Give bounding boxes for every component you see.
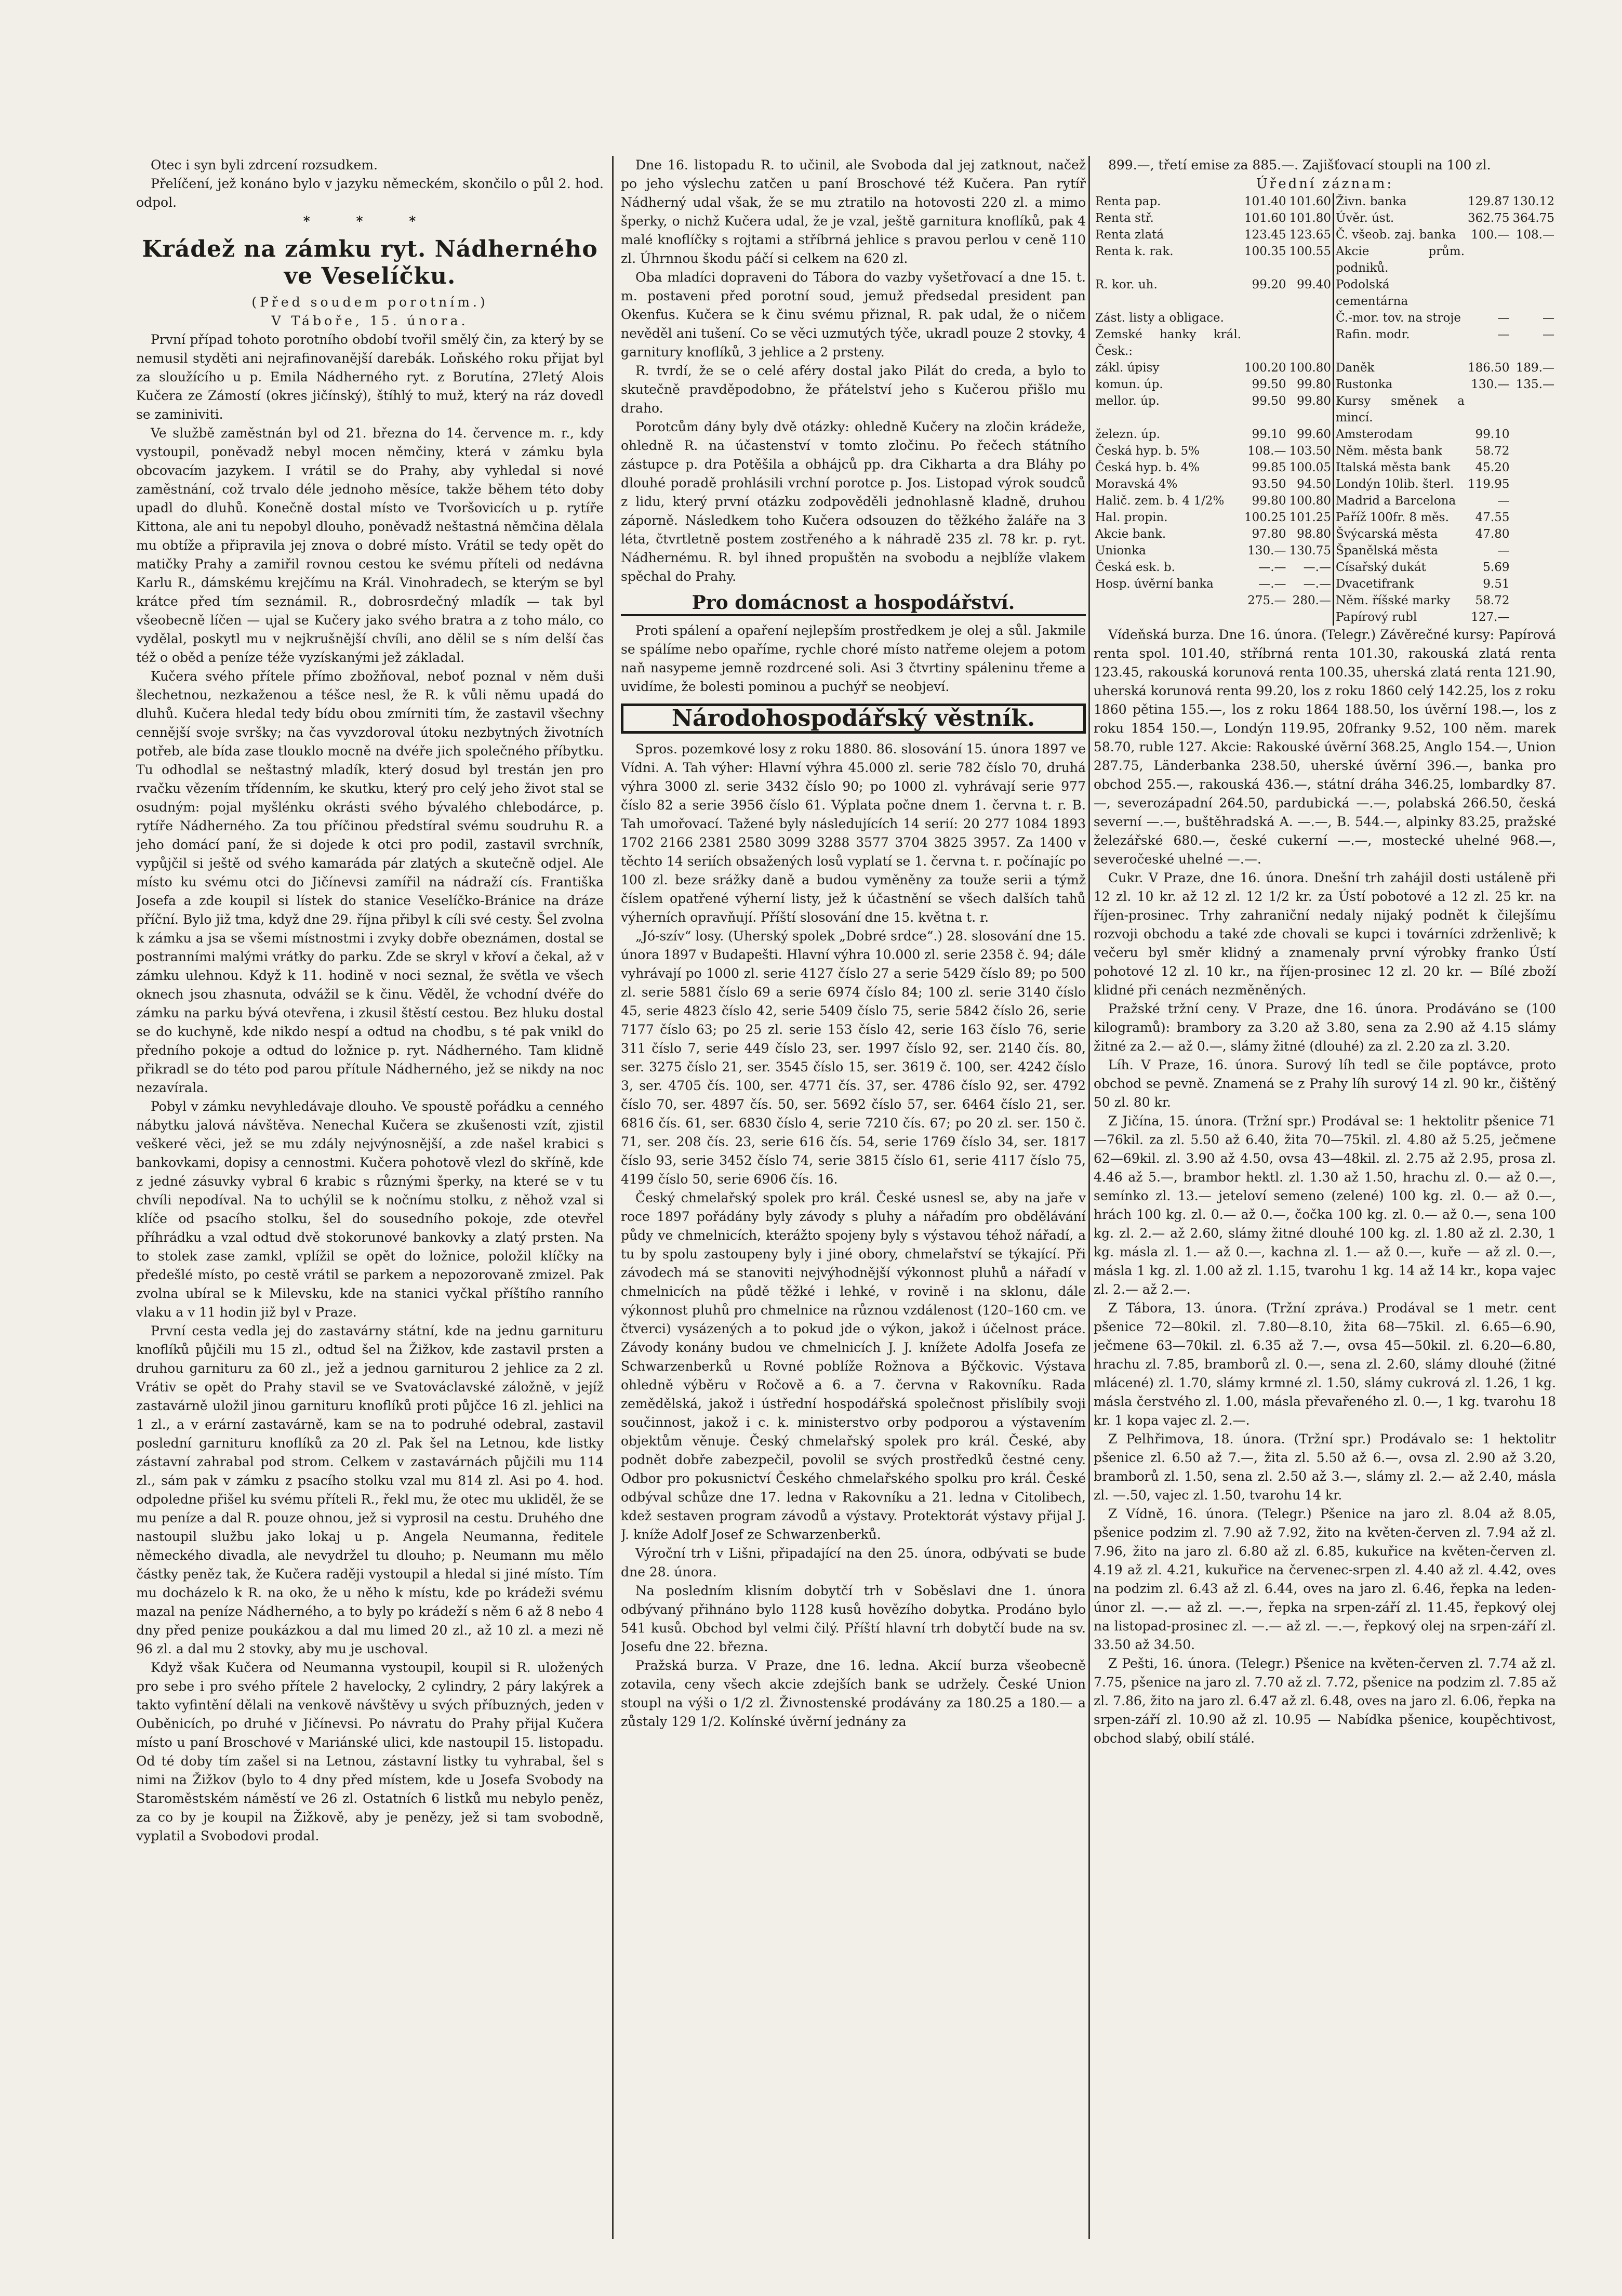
rate-label: Hal. propin. [1095, 511, 1168, 524]
rate-value: 93.50 [1252, 477, 1286, 491]
rate-value: — [1543, 311, 1554, 325]
rate-label: Akcie bank. [1095, 527, 1166, 541]
rate-value: 97.80 [1252, 527, 1286, 541]
market-report-paragraph: Pražské tržní ceny. V Praze, dne 16. února. Prodáváno se (100 kilogramů): brambory za 3.20 až 3.80, sena za 2.90 až 4.15 slámy žitné za 2.— až 0.—, slámy žitné (dlouhé) za zl. 2.20 za zl. 3.20. [1094, 1001, 1556, 1054]
rate-value: — [1497, 494, 1510, 508]
rate-label: železn. úp. [1095, 428, 1161, 441]
article-paragraph: Pobyl v zámku nevyhledávaje dlouho. Ve spoustě pořádku a cenného nábytku jalová návštěva. Nenechal Kučera se zkušenosti vzít, zjistil veškeré věci, jež se mu zdály nejvýnosnější, a zde našel krabici s bankovkami, dopisy a cennostmi. Kučera pohotově vlezl do skříně, kde z jedné zásuvky vybral 6 krabic s různými šperky, na které se v tu chvíli nepodíval. Na to uchýlil se k nočnímu stolku, z něhož vzal si klíče od psacího stolku, šel do sousedního pokoje, zde otevřel příhrádku a vzal odtud dvě stokorunové bankovky a zlatý prsten. Na to stolek zase zamkl, vplížil se opět do ložnice, položil klíčky na předešlé místo, po cestě vrátil se parkem a nepozorovaně zmizel. Pak zvolna ubíral se k Milevsku, kde na stanici vyčkal příštího ranního vlaku a v 11 hodin již byl v Praze. [136, 1099, 604, 1320]
rate-value [1466, 393, 1511, 426]
rate-value: 99.40 [1297, 278, 1331, 291]
economy-paragraph: Spros. pozemkové losy z roku 1880. 86. slosování 15. února 1897 ve Vídni. A. Tah výher: Hlavní výhra 45.000 zl. serie 782 číslo 70, druhá výhra 3000 zl. serie 3432 číslo 90; po 1000 zl. vyhrávají serie 977 číslo 82 a serie 3956 číslo 61. Výplata počne dnem 1. června t. r. B. Tah umořovací. Tažené byly následujících 14 serií: 20 277 1084 1893 1702 2166 2381 2580 3099 3288 3577 3704 3825 3957. Za 1400 v těchto 14 seriích obsažených losů vyplatí se 1. června t. r. počínajíc po 100 zl. beze srážky daně a budou vyměněny za touže serii a týmž číslem opatřené výherní listy, jež k účastnění se všech dalších tahů výherních opravňují. Příští slosování dne 15. května t. r. [621, 741, 1086, 925]
rate-label: Rafin. modr. [1333, 326, 1466, 360]
rates-row [1094, 243, 1556, 276]
rate-value [1511, 609, 1557, 626]
rate-value: 58.72 [1475, 594, 1510, 607]
rate-value: 47.80 [1475, 527, 1510, 541]
rates-row [1094, 576, 1556, 592]
rate-label: komun. úp. [1095, 378, 1163, 391]
rate-label: Unionka [1095, 544, 1146, 558]
rate-label: Londýn 10lib. šterl. [1333, 476, 1466, 493]
article-paragraph: Když však Kučera od Neumanna vystoupil, koupil si R. uložených pro sebe i pro svého přítele 2 havelocky, 2 cylindry, 2 páry lakýrek a takto vyfintění dělali na venkově návštěvy u svých příbuzných, jeden v Ouběnicích, po druhé v Jičínevsi. Po návratu do Prahy přijal Kučera místo u paní Broschové v Mariánské ulici, kde nastoupil 15. listopadu. Od té doby tím zašel si na Letnou, zástavní listky tu vyhrabal, šel s nimi na Žižkov (bylo to 4 dny před místem, kde u Josefa Svobody na Staroměstském náměstí ve 26 zl. Ostatních 6 listků mu nebylo peněz, za co by je koupil na Žižkově, aby je penězy, jež si tam svobodně, vyplatil a Svobodovi prodal. [136, 1660, 604, 1843]
rate-label: Halič. zem. b. 4 1/2% [1095, 494, 1225, 508]
market-report-paragraph: Z Pešti, 16. února. (Telegr.) Pšenice na květen-červen zl. 7.74 až zl. 7.75, pšenice na jaro zl. 7.70 až zl. 7.72, pšenice na podzim zl. 7.85 až zl. 7.86, žito na jaro zl. 6.47 až zl. 6.48, oves na jaro zl. 6.06, řepka na srpen-září zl. 10.90 až zl. 10.95 — Nabídka pšenice, koupěchtivost, obchod slabý, obilí stálé. [1094, 1656, 1556, 1746]
market-report-paragraph: Z Vídně, 16. února. (Telegr.) Pšenice na jaro zl. 8.04 až 8.05, pšenice podzim zl. 7.90 až 7.92, žito na květen-červen zl. 7.94 až zl. 7.96, žito na jaro zl. 6.80 až zl. 6.85, kukuřice na květen-červen zl. 4.19 až zl. 4.21, kukuřice na červenec-srpen zl. 4.40 až zl. 4.42, oves na podzim zl. 6.43 až zl. 6.44, oves na jaro zl. 6.46, řepka na leden-únor zl. —.— až zl. —.—, řepka na srpen-září zl. 11.45, řepkový olej na listopad-prosinec zl. —.— až zl. —.—, řepkový olej na srpen-září zl. 33.50 až 34.50. [1094, 1506, 1556, 1652]
rate-label: Renta zlatá [1095, 228, 1164, 242]
rate-value [1466, 243, 1511, 276]
rate-label: Císařský dukát [1333, 559, 1466, 576]
household-paragraph: Proti spálení a opaření nejlepším prostředkem je olej a sůl. Jakmile se spálíme nebo opaříme, rychle choré místo natřeme olejem a potom naň nasypeme jemně rozdrcené soli. Asi 3 čtvrtiny spáleninu třeme a uvidíme, že bolesti pominou a puchýř se neobjeví. [621, 623, 1086, 694]
rate-value [1243, 609, 1287, 626]
rate-value [1511, 509, 1557, 526]
rate-label: Něm. říšské marky [1333, 592, 1466, 609]
rate-value: 101.60 [1244, 211, 1286, 225]
rates-row [1094, 210, 1556, 227]
rate-value [1511, 542, 1557, 559]
rate-value: 130.75 [1289, 544, 1331, 558]
rate-value: 103.50 [1289, 444, 1331, 458]
rate-value: 99.50 [1252, 378, 1286, 391]
rate-value: 99.60 [1297, 428, 1331, 441]
rate-value: 186.50 [1468, 361, 1510, 375]
rates-row [1094, 426, 1556, 443]
rate-label: Úvěr. úst. [1333, 210, 1466, 227]
rate-value: 99.20 [1252, 278, 1286, 291]
rate-value: 100.05 [1289, 461, 1331, 474]
rate-value: 275.— [1247, 594, 1286, 607]
rate-value [1511, 576, 1557, 592]
rates-row [1094, 609, 1556, 626]
rate-value [1511, 243, 1557, 276]
column-right [1094, 156, 1556, 2239]
rate-value [1243, 310, 1287, 326]
column-middle [621, 156, 1086, 2239]
rate-value: 100.80 [1289, 361, 1331, 375]
rate-value: 129.87 [1468, 195, 1510, 208]
section-stars: * * * [303, 214, 437, 229]
rate-value: 101.80 [1289, 211, 1331, 225]
article-paragraph: R. tvrdí, že se o celé aféry dostal jako Pilát do creda, a bylo to skutečně pravděpodobno, že přátelství jeho s Kučerou přišlo mu draho. [621, 363, 1086, 416]
rates-row [1094, 526, 1556, 542]
rate-value: 130.12 [1512, 195, 1554, 208]
rates-row [1094, 393, 1556, 426]
rate-label: Živn. banka [1333, 193, 1466, 210]
rate-value: 99.80 [1297, 378, 1331, 391]
economy-paragraph: Na posledním klisním dobytčí trh v Soběslavi dne 1. února odbývaný přihnáno bylo 1128 kusů hovězího dobytka. Prodáno bylo 541 kusů. Obchod byl velmi čilý. Příští hlavní trh dobytčí bude na sv. Josefu dne 22. března. [621, 1583, 1086, 1654]
intro-line: Přelíčení, jež konáno bylo v jazyku německém, skončilo o půl 2. hod. odpol. [136, 176, 604, 210]
rate-value: 98.80 [1297, 527, 1331, 541]
rate-value: — [1497, 544, 1510, 558]
rate-value: 108.— [1515, 228, 1554, 242]
rate-value: 130.— [1247, 544, 1286, 558]
rate-value [1511, 559, 1557, 576]
rates-row [1094, 276, 1556, 310]
rate-value: 100.35 [1244, 245, 1286, 258]
rates-row [1094, 459, 1556, 476]
rate-label: Něm. města bank [1333, 443, 1466, 459]
rate-value: 127.— [1471, 611, 1510, 624]
rate-value: 99.50 [1252, 394, 1286, 408]
rates-row [1094, 443, 1556, 459]
rate-value [1511, 443, 1557, 459]
rate-value: 99.10 [1252, 428, 1286, 441]
rate-value: 280.— [1292, 594, 1331, 607]
rate-label: Renta stř. [1095, 211, 1154, 225]
article-paragraph: Dne 16. listopadu R. to učinil, ale Svoboda dal jej zatknout, načež po jeho výslechu zatčen u paní Broschové též Kučera. Pan rytíř Nádherný udal však, že se mu ztratilo na hotovosti 220 zl. a mimo šperky, o nichž Kučera udal, že je vzal, ještě garnitura knoflíků, pak 4 malé knoflíčky s rojtami a stříbrná jehlice s pravou perlou v ceně 110 zl. Úhrnnou škodu páčí si celkem na 620 zl. [621, 157, 1086, 266]
rate-value: 135.— [1515, 378, 1554, 391]
section-headline-economy: Národohospodářský věstník. [621, 704, 1086, 734]
rate-value: — [1497, 311, 1510, 325]
rate-label: Paříž 100fr. 8 měs. [1333, 509, 1466, 526]
rate-value [1243, 326, 1287, 360]
rates-row [1094, 509, 1556, 526]
rate-label: zákl. úpisy [1095, 361, 1160, 375]
rate-value: —.— [1303, 561, 1331, 574]
rate-label: Moravská 4% [1095, 477, 1178, 491]
rate-label: Španělská města [1333, 542, 1466, 559]
rate-value: 123.65 [1289, 228, 1331, 242]
rates-table [1094, 193, 1556, 626]
rate-value [1288, 310, 1334, 326]
rate-value: 364.75 [1512, 211, 1554, 225]
market-report-paragraph: Vídeňská burza. Dne 16. února. (Telegr.) Závěrečné kursy: Papírová renta spol. 101.40, stříbrná renta 101.30, rakouská zlatá renta 123.45, rakouská korunová renta 100.35, uherská zlatá renta 121.90, uherská korunová renta 99.20, los z roku 1860 celý 142.25, los z roku 1860 pětina 155.—, los z roku 1864 188.50, los úvěrní 198.—, los z roku 1854 150.—, Londýn 119.95, 20franky 9.52, 100 něm. marek 58.70, ruble 127. Akcie: Rakouské úvěrní 368.25, Anglo 154.—, Union 287.75, Länderbanka 238.50, uherské úvěrní 396.—, banka pro obchod 255.—, rakouská 436.—, státní dráha 346.25, lombardky 87.—, severozápadní 264.50, pardubická —.—, polabská 266.50, česká severní —.—, buštěhradská A. —.—, B. 544.—, alpinky 83.25, pražské železářské 680.—, české cukerní —.—, mostecké uhelné 968.—, severočeské uhelné —.—. [1094, 627, 1556, 867]
rate-label: Česká hyp. b. 4% [1095, 461, 1200, 474]
rate-label: Daněk [1333, 360, 1466, 376]
rate-value: —.— [1258, 577, 1286, 591]
rate-value: 101.40 [1244, 195, 1286, 208]
rate-value: 100.25 [1244, 511, 1286, 524]
rate-label: Kursy směnek a mincí. [1333, 393, 1466, 426]
article-dateline: V Táboře, 15. února. [271, 313, 469, 328]
article-paragraph: Kučera svého přítele přímo zbožňoval, neboť poznal v něm duši šlechetnou, nezkaženou a téšce nesl, že R. k vůli němu upadá do dluhů. Kučera hledal tedy bídu obou zmírniti tím, že zastavil všechny cennější svoje svršky; na čas vyvzdoroval útoku nezbytných životních potřeb, ale bída zase tlouklo mocně na dvéře jich společného příbytku. Tu odhodlal se neštastný mladík, který dosud byl trestán jen pro rvačku vězením třídenním, ke skutku, který pro celý jeho život stal se osudným: pojal myšlénku okrásti svého bývalého chlebodárce, p. rytíře Nádherného. Za tou příčinou předstíral svému soudruhu R. a jeho domácí paní, že si dojede k otci pro podil, zastavil svrchník, vypůjčil si ještě od svého kamaráda pár zlatých a skutečně odjel. Ale místo ku svému otci do Jičínevsi zamířil na nádraží cís. Františka Josefa a zde koupil si lístek do stanice Veselíčko-Bránice na dráze příční. Bylo již tma, když dne 29. října přibyl k cíli své cesty. Šel zvolna k zámku a jsa se všemi místnostmi i zvyky dobře obeznámen, dostal se postranními malými vrátky do parku. Zde se skryl v křoví a čekal, až v zámku ulehnou. Když k 11. hodině v noci seznal, že světla ve všech oknech jsou zhasnuta, odvážil se k činu. Věděl, že vchodní dvéře do zámku na parku bývá otevřena, i zkusil štěstí cestou. Bez hluku dostal se do kuchyně, kde nikdo nespí a odtud na chodbu, s té pak vnikl do předního pokoje a odtud do ložnice p. ryt. Nádherného. Tam klidně přikradl se do této pod parou přítule Nádherného, jež se nikdy na noc nezavírala. [136, 669, 604, 1095]
column-rule [612, 156, 614, 2239]
rate-label: Č. všeob. zaj. banka [1333, 227, 1466, 243]
rate-value: 362.75 [1468, 211, 1510, 225]
rate-value: 130.— [1471, 378, 1510, 391]
rate-value [1288, 609, 1334, 626]
rate-value [1511, 393, 1557, 426]
rate-value: 101.25 [1289, 511, 1331, 524]
rate-value: 47.55 [1475, 511, 1510, 524]
rate-value [1511, 493, 1557, 509]
rates-row [1094, 592, 1556, 609]
rate-label: Akcie prům. podniků. [1333, 243, 1466, 276]
rate-value: —.— [1258, 561, 1286, 574]
rate-value: 99.85 [1252, 461, 1286, 474]
rate-label: Renta k. rak. [1095, 245, 1174, 258]
rate-value [1511, 459, 1557, 476]
rate-value: 99.80 [1297, 394, 1331, 408]
market-report-paragraph: Z Tábora, 13. února. (Tržní zpráva.) Prodával se 1 metr. cent pšenice 72—80kil. zl. 7.80—8.10, žita 68—75kil. zl. 6.65—6.90, ječmene 63—70kil. zl. 6.35 až 7.—, ovsa 45—50kil. zl. 6.20—6.80, hrachu zl. 7.85, bramborů zl. 0.—, sena zl. 2.60, slámy dlouhé (žitné mlácené) zl. 1.70, slámy krmné zl. 1.50, slámy cukrová zl. 1.26, 1 kg. másla čerstvého zl. 1.00, másla převařeného zl. 0.—, 1 kg. tvarohu 18 kr. 1 kopa vajec zl. 2.—. [1094, 1300, 1556, 1428]
rate-value [1288, 326, 1334, 360]
rate-value: 45.20 [1475, 461, 1510, 474]
rates-heading: Úřední záznam: [1256, 176, 1394, 192]
article-paragraph: První cesta vedla jej do zastavárny státní, kde na jednu garnituru knoflíků půjčili mu 15 zl., odtud šel na Žižkov, kde zastavil prsten a druhou garnituru za 60 zl., jež a jednou garniturou 2 jehlice za 2 zl. Vrátiv se opět do Prahy stavil se ve Svatováclavské záložně, v jejíž zastavárně uložil jinou garnituru knoflíků proti půjčce 16 zl. jehlici na 1 zl., a v erární zastavárně, kam se na to podruhé odebral, zastavil poslední garnituru knoflíků za 20 zl. Pak šel na Letnou, kde listky zástavní zahrabal pod strom. Celkem v zastavárnách půjčili mu 114 zl., sám pak v zámku z psacího stolku vzal mu 814 zl. Asi po 4. hod. odpoledne přišel ku svému příteli R., řekl mu, že otec mu ukliděl, že se mu peníze a dal R. pouze ohnou, jež si vyprosil na cestu. Druhého dne nastoupil službu jako lokaj u p. Angela Neumanna, ředitele německého divadla, ale nevydržel tu dlouho; p. Neumann mu mělo částky peněz tak, že Kučera raději vystoupil a hledal si jiné místo. Tím mu docházelo k R. na oko, že u něho k místu, kde po krádeži svému mazal na peníze Nádherného, a to byly po krádeží s něm 6 až 8 nebo 4 dny před penize poukázkou a dal mu limed 20 zl., až 10 zl. a mezi ně 96 zl. a dal mu 2 stovky, aby mu je uschoval. [136, 1323, 604, 1656]
rates-row [1094, 376, 1556, 393]
rate-label: R. kor. uh. [1095, 278, 1158, 291]
rate-value: — [1543, 328, 1554, 341]
rate-value: 9.51 [1483, 577, 1510, 591]
economy-paragraph: Český chmelařský spolek pro král. České usnesl se, aby na jaře v roce 1897 pořádány byly závody s pluhy a nářadím pro obdělávání půdy ve chmelnicích, kterážto spojeny byly s výstavou téhož nářadí, a tu by spolu zastoupeny byly i jiné obory, chmelařství se týkající. Při závodech má se stanoviti nejvýhodnější výkonnost pluhů a nářadí v chmelnicích na půdě těžké i lehké, v rovině i na sklonu, dále výkonnost pluhů pro chmelnice na různou vzdálenost (120–160 cm. ve čtverci) vysázených a to pokud jde o výkon, jakož i účelnost práce. Závody konány budou ve chmelnicích J. J. knížete Adolfa Josefa ze Schwarzenberků u Rovné poblíže Rožnova a Býčkovic. Výstava ohledně výběru v Ročově a 6. a 7. června v Rakovníku. Rada zemědělská, jakož i ústřední hospodářská společnost přislíbily svoji součinnost, jakož i c. k. ministerstvo orby podporou a výstavením objektům věnuje. Český chmelařský spolek pro král. České, aby podnět dobře zabezpečil, povolil se svých prostředků čestné ceny. Odbor pro pokusnictví Českého chmelařského spolku pro král. České odbýval schůze dne 17. ledna v Rakovníku a 21. ledna v Citolibech, kdež sestaven program závodů a výstavy. Protektorát výstavy přijal J. J. kníže Adolf Josef ze Schwarzenberků. [621, 1190, 1086, 1542]
market-report-paragraph: Líh. V Praze, 16. února. Surový líh tedl se čile poptávce, proto obchod se pevně. Znamená se z Prahy líh surový 14 zl. 90 kr., čištěný 50 zl. 80 kr. [1094, 1057, 1556, 1110]
rates-row [1094, 227, 1556, 243]
rate-value: 100.— [1471, 228, 1510, 242]
rate-value: 99.10 [1475, 428, 1510, 441]
rate-label: Česká hyp. b. 5% [1095, 444, 1200, 458]
rate-value: 108.— [1247, 444, 1286, 458]
rate-value [1511, 592, 1557, 609]
rate-label: Papírový rubl [1333, 609, 1466, 626]
rate-value: — [1497, 328, 1510, 341]
article-paragraph: Porotcům dány byly dvě otázky: ohledně Kučery na zločin krádeže, ohledně R. na účastenství v tomto zločinu. Po řečech státního zástupce p. dra Potěšila a obhájců pp. dra Cikharta a dra Bláhy po dlouhé poradě prohlásili vrchní porotce p. Jos. Listopad výrok soudců z lidu, který první otázku zodpověděli jednohlasně kladně, druhou záporně. Následkem toho Kučera odsouzen do těžkého žaláře na 3 léta, čtvrtletně postem zostřeného a k náhradě 235 zl. 78 kr. p. ryt. Nádhernému. R. byl ihned propuštěn na svobodu a nejblíže vlakem spěchal do Prahy. [621, 419, 1086, 584]
rate-value: 189.— [1515, 361, 1554, 375]
rate-value: 119.95 [1468, 477, 1510, 491]
rate-label: Zemské hanky král. Česk.: [1095, 328, 1242, 358]
rates-row [1094, 310, 1556, 326]
rate-label: Renta pap. [1095, 195, 1161, 208]
rates-row [1094, 493, 1556, 509]
rate-label [1094, 592, 1243, 609]
rate-value: 94.50 [1297, 477, 1331, 491]
article-paragraph: Oba mladíci dopraveni do Tábora do vazby vyšetřovací a dne 15. t. m. postaveni před porotní soud, jemuž předsedal president pan Okenfus. Kučera se k činu svému přiznal, R. pak udal, že o ničem nevěděl ani tušení. Co se věci uzmutých týče, ukradl pouze 2 stovky, 4 garnitury knoflíků, 3 jehlice a 2 prsteny. [621, 270, 1086, 360]
rate-label: Česká esk. b. [1095, 561, 1175, 574]
rate-label: mellor. úp. [1095, 394, 1160, 408]
rate-value: 123.45 [1244, 228, 1286, 242]
rate-label [1094, 609, 1243, 626]
column-rule [1088, 156, 1090, 2239]
rates-row [1094, 326, 1556, 360]
rate-value: 100.55 [1289, 245, 1331, 258]
rate-label: Rustonka [1333, 376, 1466, 393]
rate-value [1511, 476, 1557, 493]
rate-label: Švýcarská města [1333, 526, 1466, 542]
rate-value: —.— [1303, 577, 1331, 591]
rate-label: Madrid a Barcelona [1333, 493, 1466, 509]
rate-value: 101.60 [1289, 195, 1331, 208]
rates-row [1094, 360, 1556, 376]
column-left [136, 156, 604, 2239]
rate-value: 100.80 [1289, 494, 1331, 508]
rates-row [1094, 542, 1556, 559]
rate-value: 5.69 [1483, 561, 1510, 574]
economy-paragraph: Výroční trh v Lišni, připadající na den 25. února, odbývati se bude dne 28. února. [621, 1546, 1086, 1580]
rate-value [1511, 526, 1557, 542]
article-subhead: (Před soudem porotním.) [251, 295, 488, 310]
rates-row [1094, 476, 1556, 493]
market-line: 899.—, třetí emise za 885.—. Zajišťovací stoupli na 100 zl. [1108, 157, 1491, 172]
article-paragraph: Ve službě zaměstnán byl od 21. března do 14. července m. r., kdy vystoupil, poněvadž nebyl mocen němčiny, která v zámku byla obcovacím jazykem. I vrátil se do Prahy, aby vyhledal si nové zaměstnání, což trvalo déle jednoho měsíce, takže během této doby upadl do dluhů. Konečně dostal místo ve Tvoršovicích u p. rytíře Kittona, ale ani tu nepobyl dlouho, poněvadž neštastná němčina dělala mu obtíže a připravila jej znova o dobré místo. Vrátil se tedy opět do matičky Prahy a zamiřil rovnou cestou ke svému příteli od nedávna Karlu R., dámskému krejčímu na Král. Vinohradech, se kterým se byl krátce před tím seznámil. R., dobrosrdečný mladík — tak byl všeobecně líčen — ujal se Kučery jako svého bratra a z toho málo, co vydělal, poskytl mu v nejkrušnější chvíli, ano dělil se s ním delší čas též o oběd a peníze téže vyzískanými jež základal. [136, 426, 604, 665]
rate-label: Dvacetifrank [1333, 576, 1466, 592]
rate-label: Italská města bank [1333, 459, 1466, 476]
article-paragraph: První případ tohoto porotního období tvořil smělý čin, za který by se nemusil styděti ani nejrafinovanější darebák. Loňského roku přijat byl za sloužícího u p. Emila Nádherného ryt. z Borutína, 27letý Alois Kučera ze Zámostí (okres jičínský), štíhlý to muž, který na ráz dovedl se zaminiviti. [136, 332, 604, 422]
market-report-paragraph: Z Pelhřimova, 18. února. (Tržní spr.) Prodávalo se: 1 hektolitr pšenice zl. 6.50 až 7.—, žita zl. 5.50 až 6.—, ovsa zl. 2.90 až 3.20, bramborů zl. 1.50, sena zl. 2.50 až 3.—, slámy zl. 2.— až 2.40, másla zl. —.50, vajec zl. 1.50, tvarohu 14 kr. [1094, 1431, 1556, 1503]
rate-value: 99.80 [1252, 494, 1286, 508]
rate-label: Zást. listy a obligace. [1095, 311, 1224, 325]
section-headline-household: Pro domácnost a hospodářství. [621, 593, 1086, 616]
rates-row [1094, 193, 1556, 210]
market-report-paragraph: Cukr. V Praze, dne 16. února. Dnešní trh zahájil dosti ustáleně při 12 zl. 10 kr. až 12 zl. 12 1/2 kr. za Ústí pobotové a 12 zl. 25 kr. na říjen-prosinec. Trhy zahraniční nedaly nijaký podnět k čilejšímu rozvoji obchodu a také zde chovali se kupci i továrníci zdrženlivě; k večeru byl směr klidný a znamenaly první výrobky franko Ústí pohotové 12 zl. 10 kr., na říjen-prosinec 12 zl. 20 kr. — Bílé zboží klidné při cenách nezměněných. [1094, 870, 1556, 998]
economy-paragraph: Pražská burza. V Praze, dne 16. ledna. Akcií burza všeobecně zotavila, ceny všech akcie zdejších bank se udržely. České Union stoupl na výši o 1/2 zl. Živnostenské prodávány za 180.25 a 180.— a zůstaly 129 1/2. Kolínské úvěrní jednány za [621, 1658, 1086, 1729]
rate-label: Amsterodam [1333, 426, 1466, 443]
economy-paragraph: „Jó-szív“ losy. (Uherský spolek „Dobré srdce“.) 28. slosování dne 15. února 1897 v Budapešti. Hlavní výhra 10.000 zl. serie 2358 č. 94; dále vyhrávají po 1000 zl. serie 4127 číslo 27 a serie 5429 číslo 89; po 500 zl. serie 5881 číslo 69 a serie 6974 číslo 84; 100 zl. serie 3140 číslo 45, serie 4823 číslo 42, serie 5409 číslo 75, serie 5842 číslo 26, serie 7177 číslo 63; po 25 zl. serie 153 číslo 42, serie 163 číslo 76, serie 311 číslo 7, serie 449 číslo 23, ser. 1997 číslo 92, ser. 2140 čís. 80, ser. 3275 číslo 21, ser. 3545 číslo 15, ser. 3619 č. 100, ser. 4242 číslo 3, ser. 4705 čís. 100, ser. 4771 čís. 37, ser. 4786 číslo 92, ser. 4792 číslo 70, ser. 4897 čís. 50, ser. 5692 číslo 57, ser. 6464 číslo 21, ser. 6816 čís. 61, ser. 6830 číslo 4, serie 7210 čís. 67; po 20 zl. ser. 150 č. 71, ser. 208 čís. 23, serie 616 čís. 54, serie 1769 číslo 34, ser. 1817 číslo 93, serie 3452 číslo 74, serie 3815 číslo 61, serie 4117 číslo 75, 4199 číslo 50, serie 6906 čís. 16. [621, 928, 1086, 1187]
rate-label: Podolská cementárna [1333, 276, 1466, 310]
rate-value: 58.72 [1475, 444, 1510, 458]
rate-label: Č.-mor. tov. na stroje [1333, 310, 1466, 326]
market-report-paragraph: Z Jičína, 15. února. (Tržní spr.) Prodával se: 1 hektolitr pšenice 71—76kil. za zl. 5.50 až 6.40, žita 70—75kil. zl. 4.80 až 5.25, ječmene 62—69kil. zl. 3.90 až 4.50, ovsa 43—48kil. zl. 2.75 až 2.95, prosa zl. 4.46 až 5.—, brambor hektl. zl. 1.30 až 1.50, hrachu zl. 0.— až 0.—, semínko zl. 13.— jeteloví semeno (zelené) 100 kg. zl. 0.— až 0.—, hrách 100 kg. zl. 0.— až 0.—, čočka 100 kg. zl. 0.— až 0.—, sena 100 kg. zl. 2.— až 2.60, slámy žitné dlouhé 100 kg. zl. 1.80 až zl. 2.30, 1 kg. másla zl. 1.— až 0.—, kachna zl. 1.— až 0.—, kuře — až zl. 0.—, másla 1 kg. zl. 1.00 až zl. 1.15, tvarohu 1 kg. 14 až 14 kr., kopa vajec zl. 2.— až 2.—. [1094, 1113, 1556, 1297]
rate-value [1466, 276, 1511, 310]
rates-row [1094, 559, 1556, 576]
intro-line: Otec i syn byli zdrcení rozsudkem. [151, 157, 378, 172]
rate-value: 100.20 [1244, 361, 1286, 375]
rate-value [1511, 276, 1557, 310]
rate-label: Hosp. úvěrní banka [1095, 577, 1214, 591]
article-headline: Krádež na zámku ryt. Nádherného ve Veselíčku. [142, 236, 598, 289]
rate-value [1511, 426, 1557, 443]
